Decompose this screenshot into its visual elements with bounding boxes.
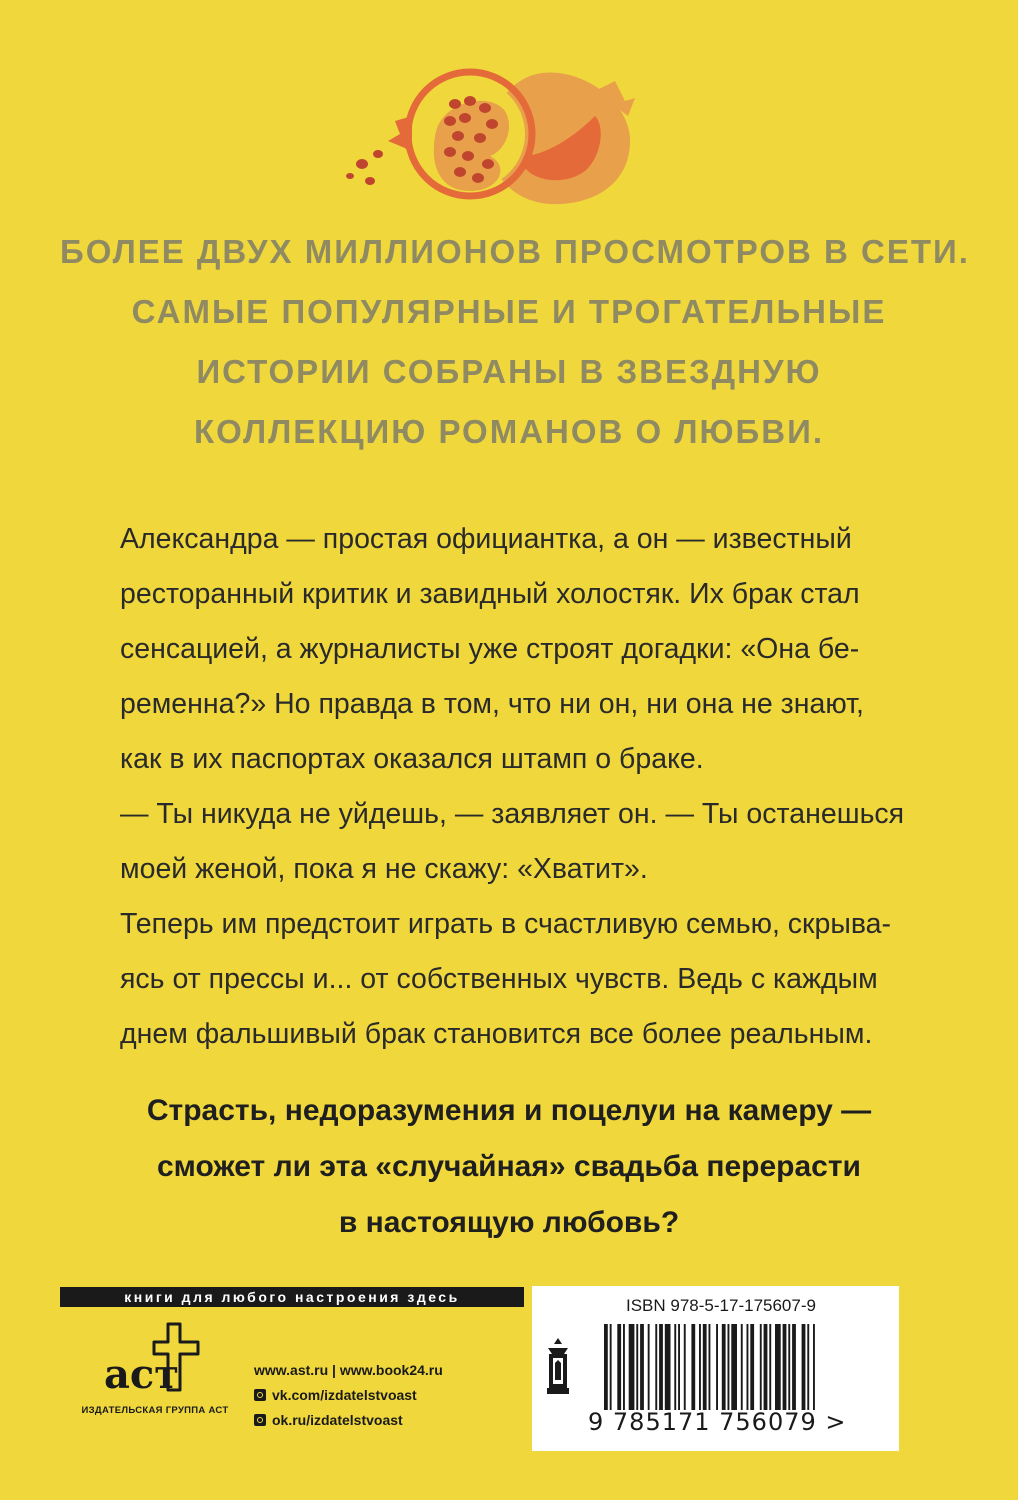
ast-logo	[90, 1320, 210, 1400]
barcode-bar	[741, 1324, 743, 1410]
barcode-bar	[747, 1324, 749, 1410]
barcode-bar	[640, 1324, 644, 1410]
barcode-bar	[750, 1324, 754, 1410]
synopsis-line: ясь от прессы и... от собственных чувств. Ведь с каждым	[120, 963, 878, 995]
synopsis-line: — Ты никуда не уйдешь, — заявляет он. — Ты останешься	[120, 798, 905, 830]
barcode-bar	[678, 1324, 680, 1410]
barcode-bar	[709, 1324, 711, 1410]
barcode-bar	[788, 1324, 790, 1410]
ok-link[interactable]	[254, 1407, 443, 1432]
headline-line: ИСТОРИИ СОБРАНЫ В ЗВЕЗДНУЮ	[196, 353, 822, 390]
sites-link[interactable]	[254, 1357, 443, 1382]
barcode-bar	[617, 1324, 621, 1410]
barcode-bar	[769, 1324, 771, 1410]
barcode-bar	[722, 1324, 726, 1410]
synopsis-line: ресторанный критик и завидный холостяк. Их брак стал	[120, 578, 860, 610]
barcode-bar	[807, 1324, 809, 1410]
publisher-name: ИЗДАТЕЛЬСКАЯ ГРУППА АСТ	[81, 1405, 229, 1416]
barcode-bar	[674, 1324, 676, 1410]
publisher-links	[254, 1357, 443, 1432]
headline-line: КОЛЛЕКЦИЮ РОМАНОВ О ЛЮБВИ.	[194, 413, 824, 450]
barcode-bar	[636, 1324, 638, 1410]
ast-logo-icon	[90, 1320, 210, 1400]
tagline-line: Страсть, недоразумения и поцелуи на камеру —	[146, 1094, 872, 1127]
vk-text: vk.com/izdatelstvoast	[272, 1386, 417, 1403]
synopsis	[120, 512, 905, 1062]
headline-line: БОЛЕЕ ДВУХ МИЛЛИОНОВ ПРОСМОТРОВ В СЕТИ.	[60, 233, 970, 270]
barcode-bar	[728, 1324, 730, 1410]
barcode-bar	[802, 1324, 806, 1410]
ast-logo-text: аст	[104, 1351, 180, 1398]
synopsis-line: Теперь им предстоит играть в счастливую семью, скрыва-	[120, 908, 892, 940]
barcode-bar	[764, 1324, 768, 1410]
barcode-bar	[691, 1324, 695, 1410]
barcode-bar	[629, 1324, 635, 1410]
barcode-bar	[655, 1324, 657, 1410]
barcode-bar	[775, 1324, 781, 1410]
barcode-bar	[610, 1324, 612, 1410]
headline	[60, 222, 970, 462]
barcode-bar	[703, 1324, 707, 1410]
sites-text: www.ast.ru | www.book24.ru	[254, 1361, 443, 1378]
synopsis-line: сенсацией, а журналисты уже строят догадки: «Она бе-	[120, 633, 860, 665]
barcode-bar	[659, 1324, 663, 1410]
pomegranate-logo	[340, 56, 640, 216]
tagline-line: сможет ли эта «случайная» свадьба перерасти	[156, 1150, 861, 1183]
barcode-bar	[760, 1324, 762, 1410]
barcode-bar	[783, 1324, 787, 1410]
barcode-bar	[648, 1324, 650, 1410]
ean-digits: 9 785171 756079 >	[588, 1408, 847, 1436]
synopsis-line: днем фальшивый брак становится все более реальным.	[120, 1018, 873, 1050]
pomegranate-icon	[340, 56, 640, 216]
isbn-text: ISBN 978-5-17-175607-9	[626, 1296, 816, 1315]
vk-link[interactable]	[254, 1382, 443, 1407]
barcode-icon	[604, 1324, 874, 1410]
barcode-bar	[665, 1324, 671, 1410]
barcode-bar	[604, 1324, 608, 1410]
barcode-bar	[684, 1324, 686, 1410]
barcode-bar	[792, 1324, 796, 1410]
synopsis-line: как в их паспортах оказался штамп о браке.	[120, 743, 704, 775]
vk-icon	[254, 1389, 266, 1401]
headline-line: САМЫЕ ПОПУЛЯРНЫЕ И ТРОГАТЕЛЬНЫЕ	[131, 293, 887, 330]
barcode-bar	[699, 1324, 701, 1410]
synopsis-line: Александра — простая официантка, а он — известный	[120, 523, 852, 555]
ok-icon	[254, 1414, 266, 1426]
lantern-icon	[544, 1338, 572, 1398]
barcode-bar	[623, 1324, 625, 1410]
ok-text: ok.ru/izdatelstvoast	[272, 1411, 403, 1428]
tagline-line: в настоящую любовь?	[338, 1206, 680, 1239]
tagline	[60, 1083, 958, 1251]
synopsis-line: моей женой, пока я не скажу: «Хватит».	[120, 853, 648, 885]
barcode-bar	[813, 1324, 815, 1410]
barcode-bar	[731, 1324, 737, 1410]
synopsis-line: ременна?» Но правда в том, что ни он, ни она не знают,	[120, 688, 864, 720]
barcode-panel	[532, 1286, 899, 1451]
barcode-bar	[716, 1324, 718, 1410]
slogan-strip: книги для любого настроения здесь	[60, 1287, 524, 1307]
